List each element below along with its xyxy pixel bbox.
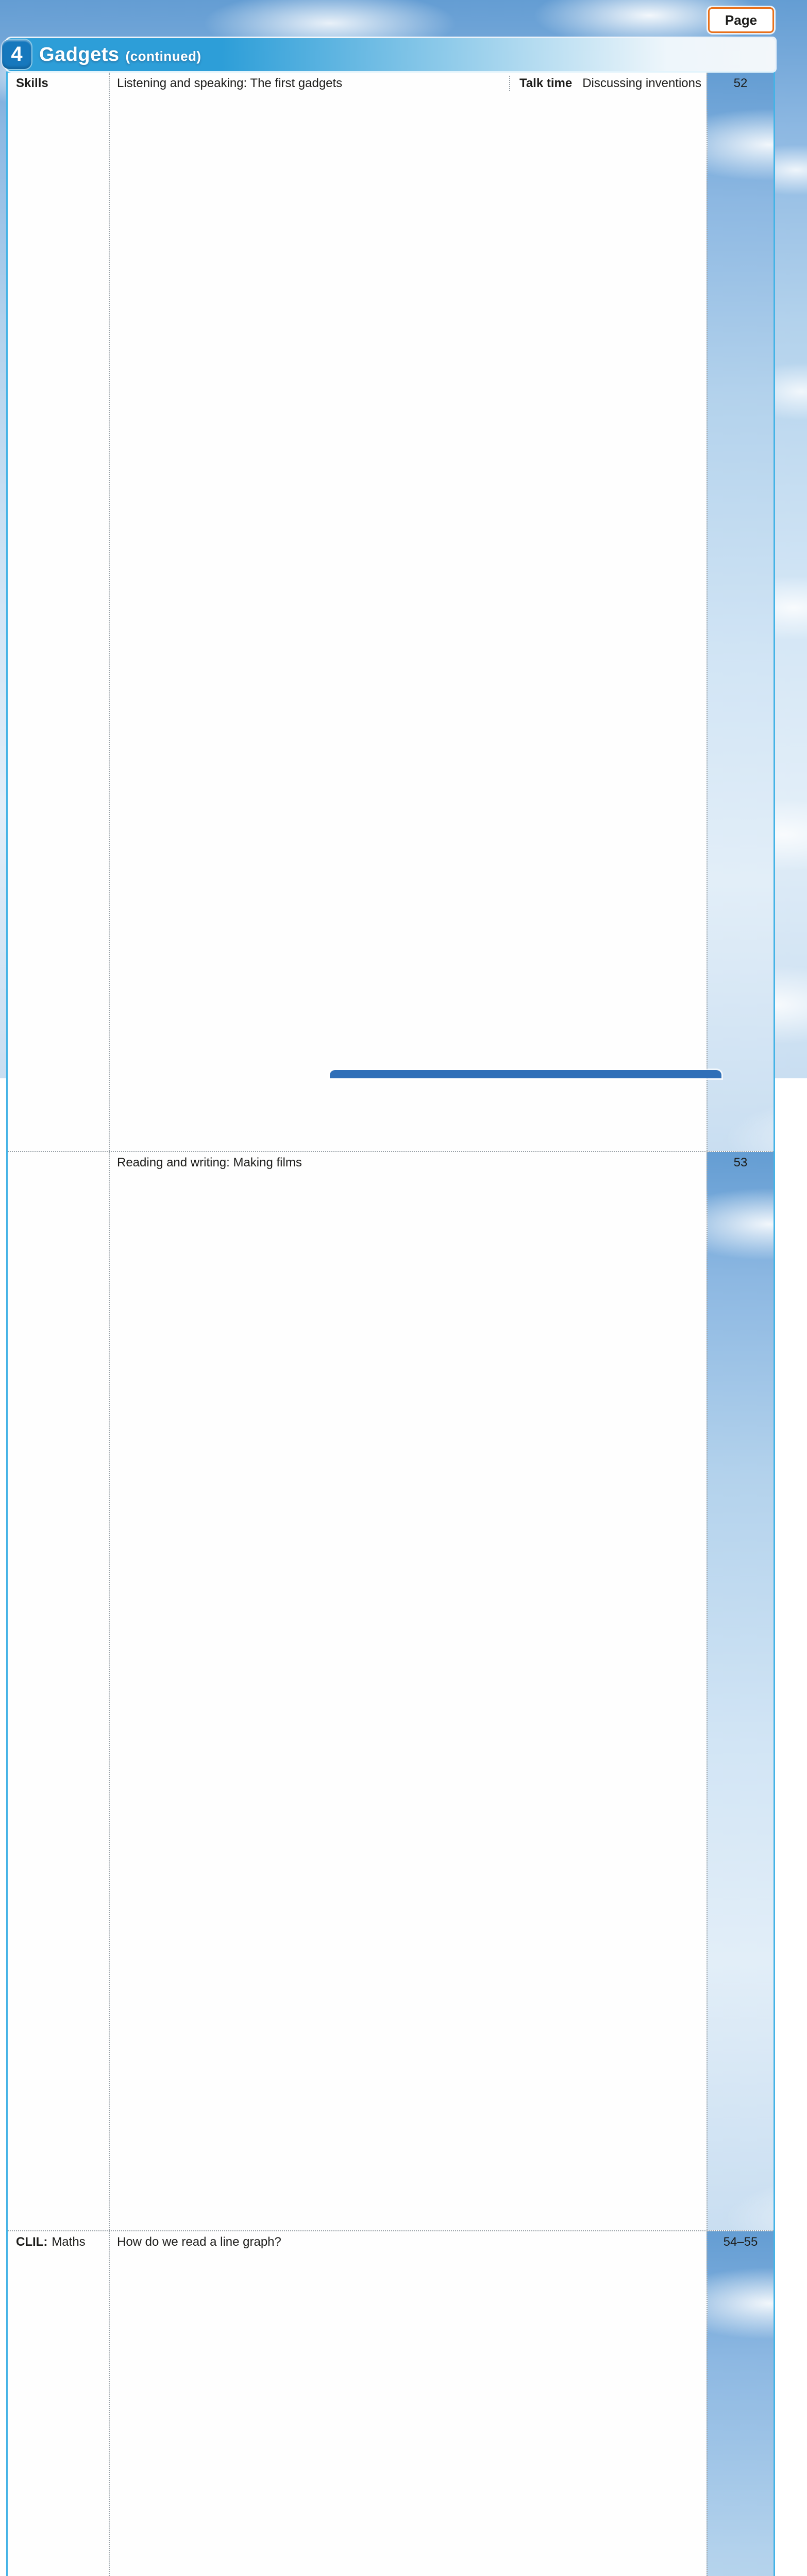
row-text bbox=[117, 2234, 701, 2250]
row-content bbox=[109, 1152, 707, 2230]
unit-4-number-badge bbox=[2, 40, 31, 69]
row-text bbox=[117, 1155, 701, 1171]
unit-section-4 bbox=[6, 38, 775, 2576]
contents-table bbox=[6, 0, 775, 2576]
row-text-part: Reading and writing: Making films bbox=[117, 1156, 302, 1170]
row-label bbox=[8, 1152, 109, 2230]
page-number bbox=[707, 73, 774, 1151]
row-label bbox=[8, 73, 109, 1151]
row-label-text: Skills bbox=[16, 76, 48, 90]
row-label-text: CLIL: bbox=[16, 2235, 48, 2249]
unit-4-title-text: Gadgets bbox=[39, 43, 120, 65]
page-number-text: 52 bbox=[733, 76, 748, 90]
row-content bbox=[109, 2231, 707, 2576]
unit-4-body bbox=[6, 71, 775, 2576]
toc-row bbox=[8, 73, 774, 1152]
feature-label: Talk time bbox=[519, 76, 573, 90]
toc-row bbox=[8, 2231, 774, 2576]
page-column-header-label: Page bbox=[725, 12, 758, 28]
row-text-part: Listening and speaking: The first gadgets bbox=[117, 76, 343, 90]
row-label bbox=[8, 2231, 109, 2576]
page-number bbox=[707, 2231, 774, 2576]
unit-4-title bbox=[39, 44, 201, 66]
row-text-part: How do we read a line graph? bbox=[117, 2235, 281, 2249]
row-content bbox=[109, 73, 707, 1151]
page-footer-tab bbox=[330, 1070, 721, 1078]
page-number bbox=[707, 1152, 774, 2230]
feature-text: Discussing inventions bbox=[582, 76, 701, 90]
unit-4-title-suffix: (continued) bbox=[125, 48, 201, 64]
unit-4-header bbox=[6, 38, 775, 71]
unit-4-number: 4 bbox=[11, 43, 23, 65]
talk-time-feature bbox=[509, 76, 701, 91]
page-number-text: 54–55 bbox=[723, 2235, 758, 2249]
row-text bbox=[117, 76, 504, 91]
page-number-text: 53 bbox=[733, 1156, 748, 1170]
toc-row bbox=[8, 1152, 774, 2231]
row-label-subject: Maths bbox=[52, 2235, 86, 2249]
page-column-header bbox=[708, 7, 774, 33]
